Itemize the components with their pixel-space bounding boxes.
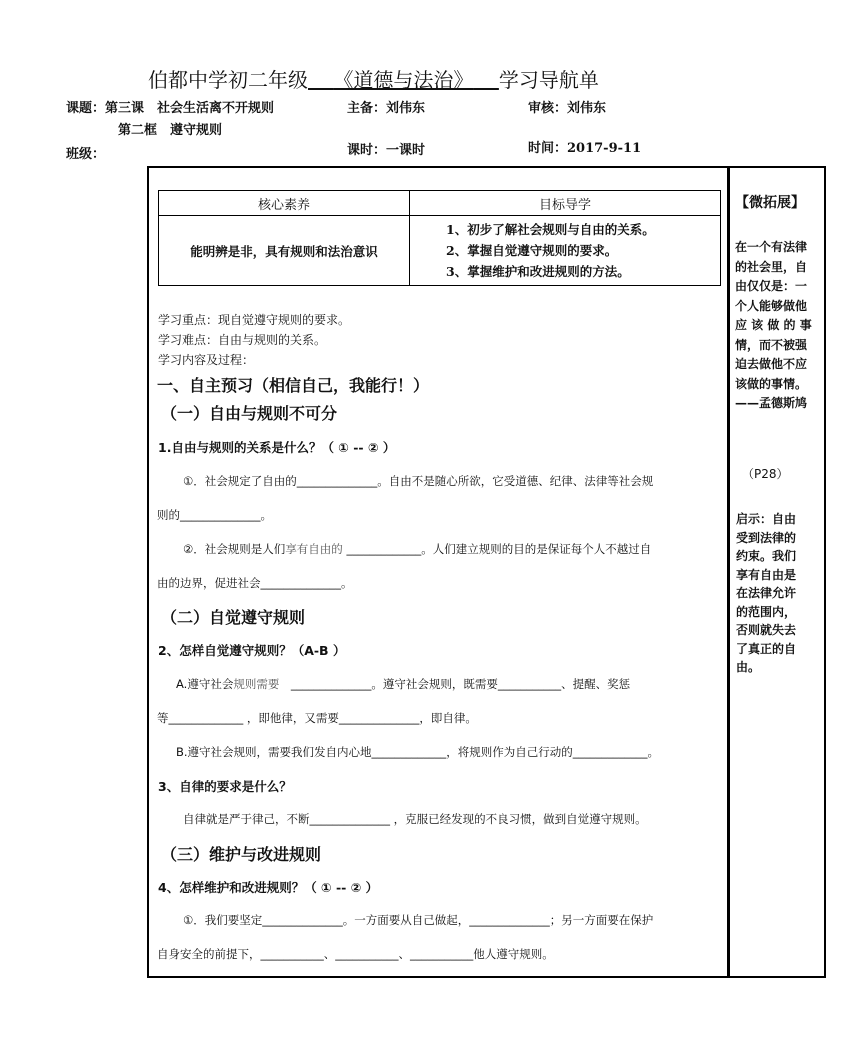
goal-item: 1、初步了解社会规则与自由的关系。 [446, 222, 655, 237]
key-point: 学习重点：现自觉遵守规则的要求。 [158, 313, 351, 327]
question-3: 3、自律的要求是什么？ [158, 779, 292, 794]
core-header: 核心素养 [159, 191, 410, 216]
q1-answer-2-cont: 由的边界，促进社会______________。 [157, 576, 353, 590]
insight-line: 的范围内， [736, 604, 797, 619]
sidebar-title: 【微拓展】 [735, 195, 805, 211]
quote-line: 由仅仅是：一 [735, 279, 808, 293]
class-label: 班级： [66, 147, 106, 162]
preparer: 主备：刘伟东 [347, 101, 426, 116]
date: 时间：2017-9-11 [528, 141, 642, 156]
title-suffix: 学习导航单 [498, 68, 599, 92]
goal-table [158, 190, 721, 286]
frame-label: 第二框 遵守规则 [118, 123, 223, 138]
goal-item: 2、掌握自觉遵守规则的要求。 [446, 243, 618, 258]
quote-line: 在一个有法律 [735, 240, 808, 254]
q3-answer: 自律就是严于律己，不断______________ ，克服已经发现的不良习惯，做到自觉遵守规则。 [183, 812, 647, 826]
quote-line: 该做的事情。 [735, 376, 808, 391]
subsection-three: （三）维护与改进规则 [161, 845, 322, 864]
insight-line: 由。 [736, 660, 761, 674]
insight-line: 否则就失去 [736, 623, 797, 637]
period: 课时：一课时 [347, 143, 426, 158]
q2-answer-a: A.遵守社会规则需要 ______________。遵守社会规则，既需要___________、提醒、奖惩 [176, 677, 631, 691]
insight-line: 启示：自由 [736, 512, 797, 526]
page-reference: （P28） [742, 467, 789, 481]
sidebar-divider [727, 166, 730, 978]
insight-line: 了真正的自 [736, 641, 797, 656]
question-2: 2、怎样自觉遵守规则？（A-B ） [158, 643, 346, 658]
goal-header: 目标导学 [410, 191, 721, 216]
insight-line: 受到法律的 [736, 530, 797, 545]
quote-line: 应 该 做 的 事 [735, 318, 812, 332]
insight-line: 在法律允许 [736, 586, 797, 600]
q2-answer-a-cont: 等_____________ ，即他律，又需要______________，即自律。 [157, 711, 477, 725]
quote-line: 迫去做他不应 [735, 357, 808, 371]
title-school: 伯都中学初二年级 [148, 68, 308, 92]
sidebar-insight [736, 510, 824, 677]
goal-list [410, 216, 721, 286]
page-title [148, 64, 599, 93]
q1-answer-1: ①．社会规定了自由的______________。自由不是随心所欲，它受道德、纪律、法律等社会规 [183, 474, 654, 488]
quote-line: 个人能够做他 [735, 298, 808, 313]
goal-item: 3、掌握维护和改进规则的方法。 [446, 264, 630, 279]
title-subject: 《道德与法治》 [333, 68, 474, 92]
lesson-label: 课题：第三课 社会生活离不开规则 [66, 101, 275, 116]
question-1: 1.自由与规则的关系是什么？（ ① -- ② ） [158, 440, 396, 455]
part-one-heading: 一、自主预习（相信自己，我能行！） [157, 376, 430, 395]
quote-line: 的社会里，自 [735, 259, 808, 274]
q4-answer-1-cont: 自身安全的前提下，___________、___________、___________他人遵守规则。 [157, 947, 554, 961]
core-competency: 能明辨是非，具有规则和法治意识 [159, 216, 410, 286]
q2-answer-b: B.遵守社会规则，需要我们发自内心地_____________，将规则作为自己行动的_____________。 [176, 745, 660, 759]
subsection-two: （二）自觉遵守规则 [161, 608, 306, 627]
reviewer: 审核：刘伟东 [528, 101, 607, 116]
quote-line: 情，而不被强 [735, 337, 808, 352]
q4-answer-1: ①．我们要坚定______________。一方面要从自己做起，______________；另一方面要在保护 [183, 913, 654, 927]
quote-author: ——孟德斯鸠 [735, 396, 808, 410]
sidebar-quote [735, 238, 823, 414]
question-4: 4、怎样维护和改进规则？（ ① -- ② ） [158, 880, 379, 895]
process-label: 学习内容及过程： [158, 353, 255, 367]
insight-line: 享有自由是 [736, 567, 797, 582]
subsection-one: （一）自由与规则不可分 [161, 404, 338, 423]
difficulty: 学习难点：自由与规则的关系。 [158, 333, 327, 347]
insight-line: 约束。我们 [736, 549, 797, 563]
q1-answer-1-cont: 则的______________。 [157, 508, 272, 522]
q1-answer-2: ②．社会规则是人们享有自由的 _____________。人们建立规则的目的是保证每个人不越过自 [183, 542, 652, 556]
